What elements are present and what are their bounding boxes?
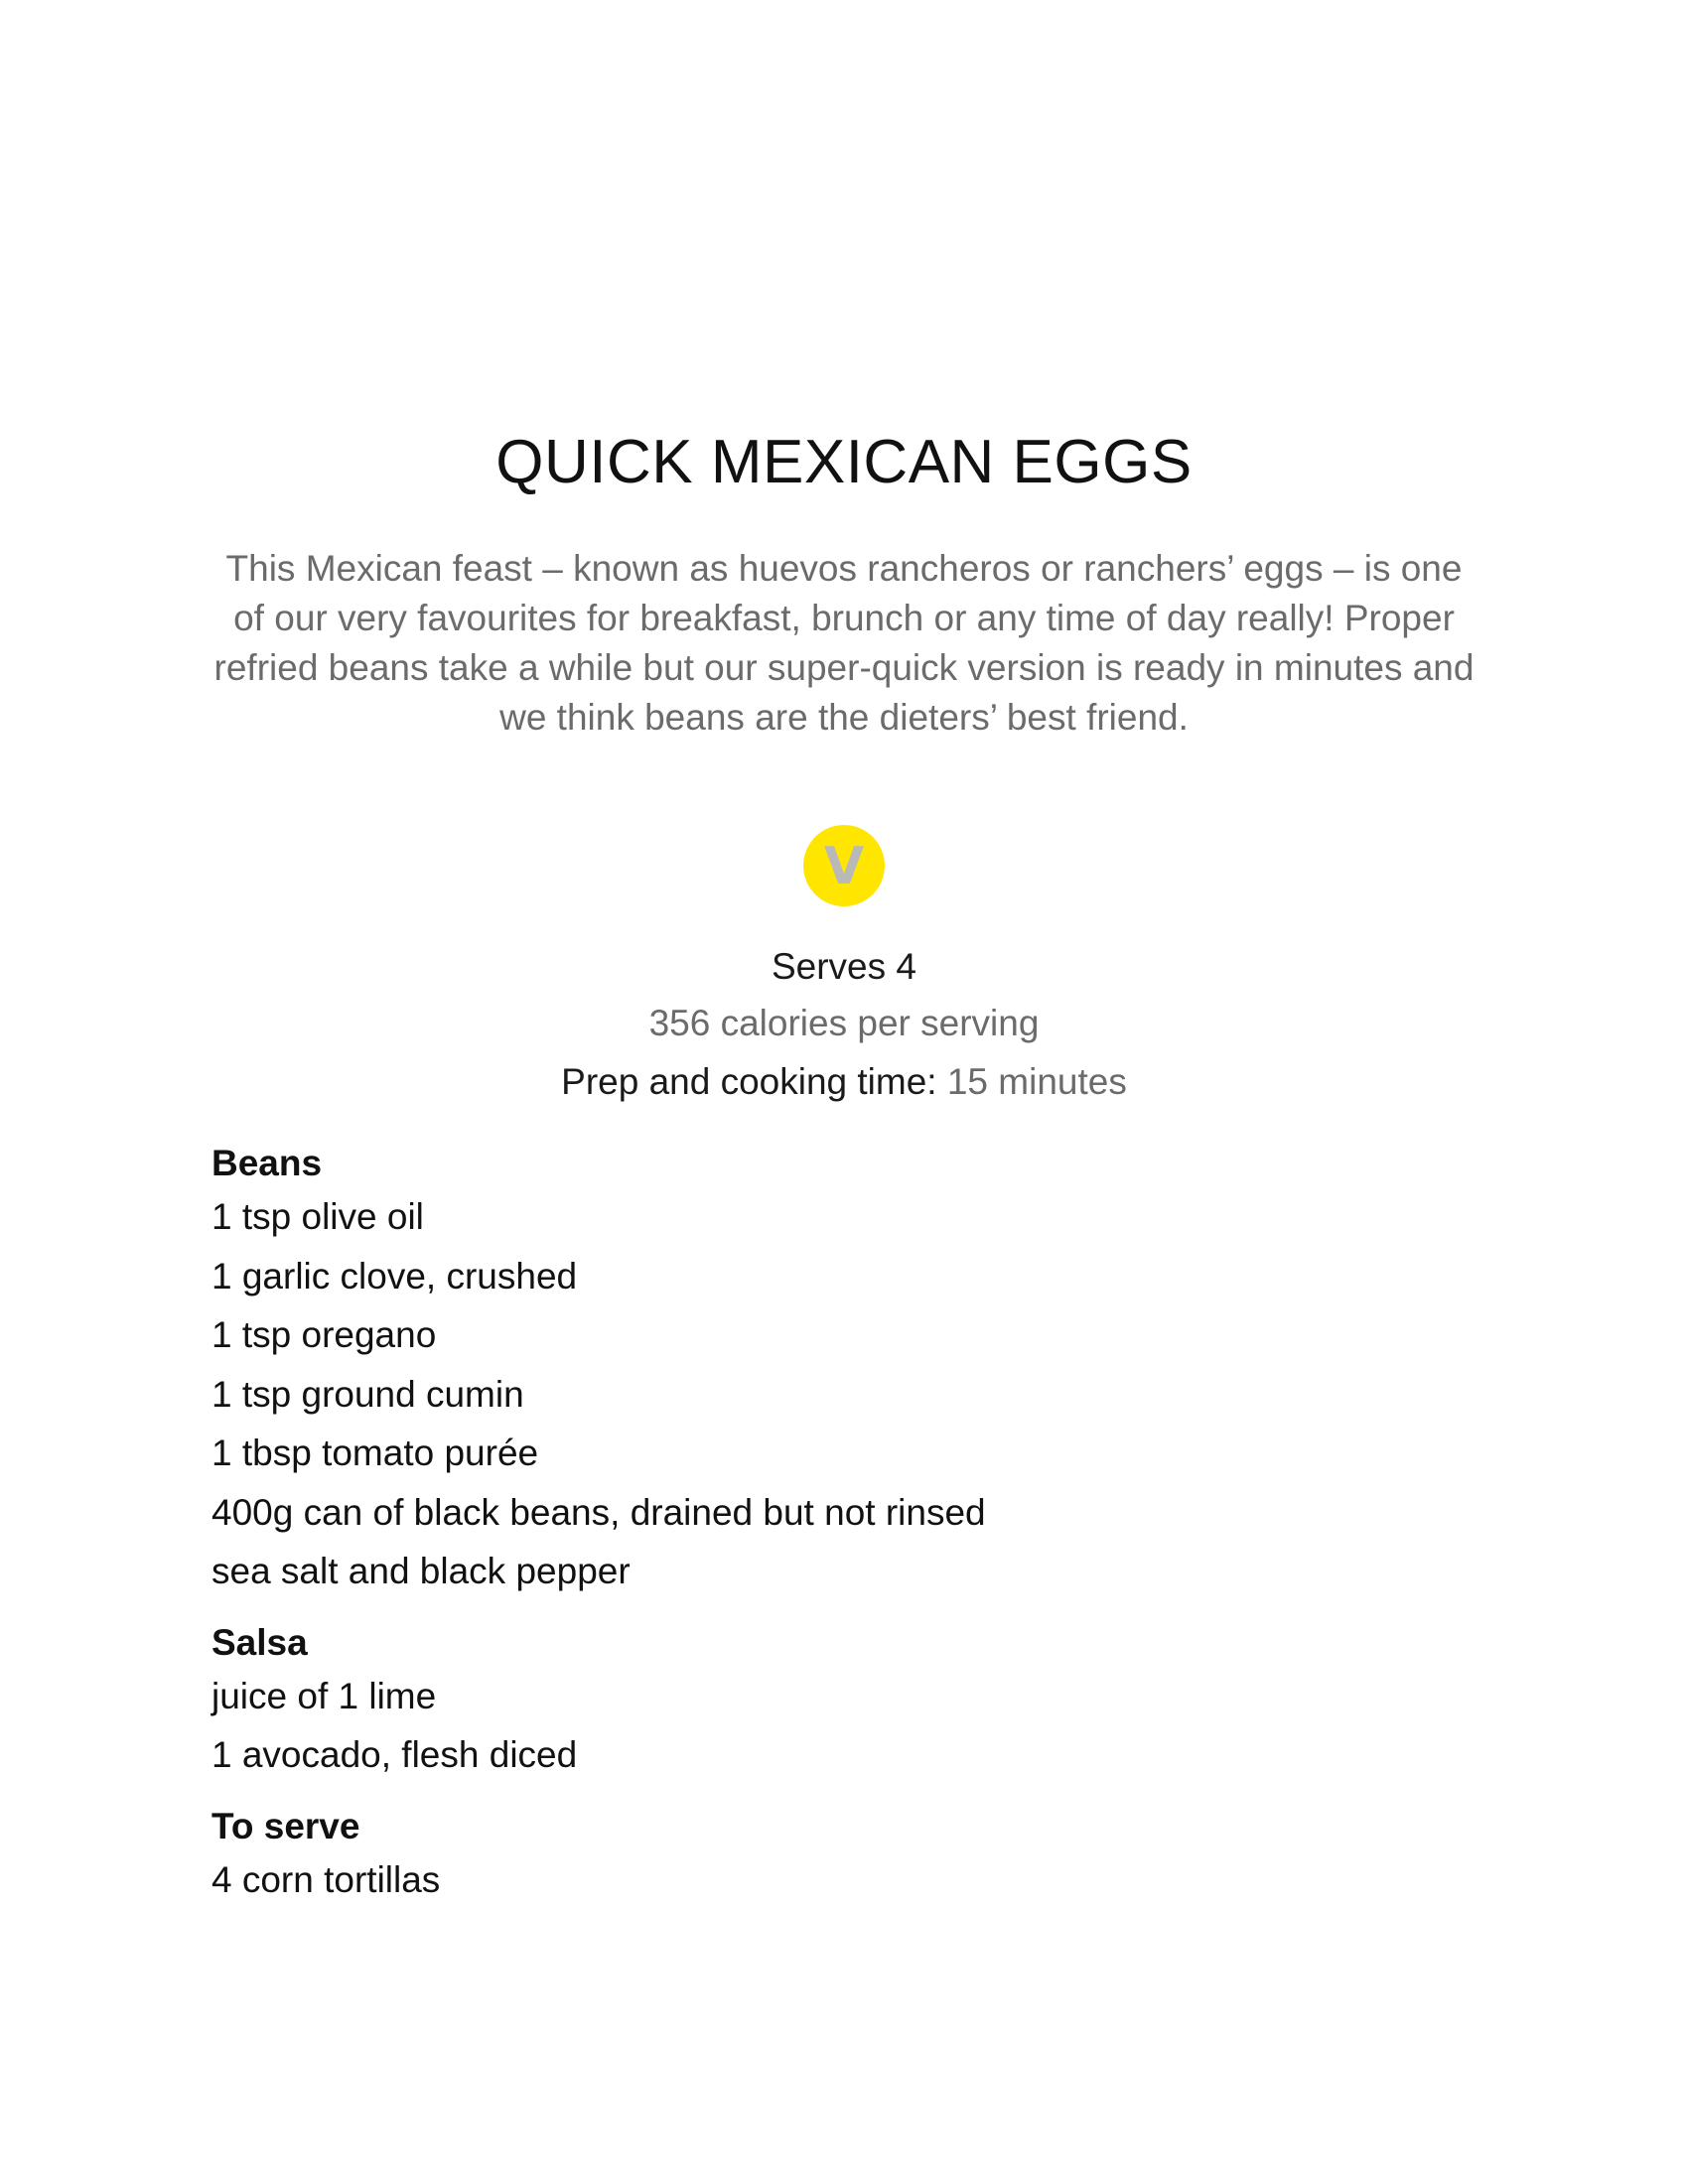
ingredient-item: sea salt and black pepper [211, 1551, 631, 1591]
ingredient-item: 4 corn tortillas [211, 1858, 441, 1900]
section-heading: Salsa [211, 1621, 308, 1663]
calories-text: 356 calories per serving [648, 1003, 1040, 1043]
ingredient-item: juice of 1 lime [211, 1675, 437, 1716]
ingredient-item: 1 tbsp tomato purée [211, 1433, 539, 1473]
ingredient-item: 1 garlic clove, crushed [211, 1255, 578, 1297]
section-heading: To serve [211, 1805, 360, 1846]
serves-text: Serves 4 [771, 946, 916, 987]
ingredient-item: 1 avocado, flesh diced [211, 1734, 578, 1775]
ingredient-section-beans [211, 1140, 1502, 1601]
recipe-title: QUICK MEXICAN EGGS [495, 428, 1193, 496]
ingredient-item: 1 tsp olive oil [211, 1196, 424, 1237]
ingredient-item: 1 tsp oregano [211, 1314, 437, 1355]
ingredients-list [211, 1140, 1502, 1927]
ingredient-item: 400g can of black beans, drained but not rinsed [211, 1491, 986, 1533]
vegetarian-badge-icon [803, 825, 885, 906]
section-heading: Beans [211, 1143, 323, 1183]
recipe-intro: This Mexican feast – known as huevos rancheros or ranchers’ eggs – is one of our very favourites for breakfast, brunch or any time of day really! Proper refried beans take a while but our super-quick version is ready in minutes and we think beans are the dieters’ best friend. [213, 548, 1475, 738]
ingredient-item: 1 tsp ground cumin [211, 1373, 524, 1415]
ingredient-section-salsa [211, 1619, 1502, 1785]
badge-letter: V [823, 837, 865, 896]
prep-time-label: Prep and cooking time: [561, 1061, 947, 1102]
prep-time-value: 15 minutes [946, 1061, 1127, 1102]
ingredient-section-to-serve [211, 1803, 1502, 1910]
prep-time [0, 1061, 1688, 1103]
